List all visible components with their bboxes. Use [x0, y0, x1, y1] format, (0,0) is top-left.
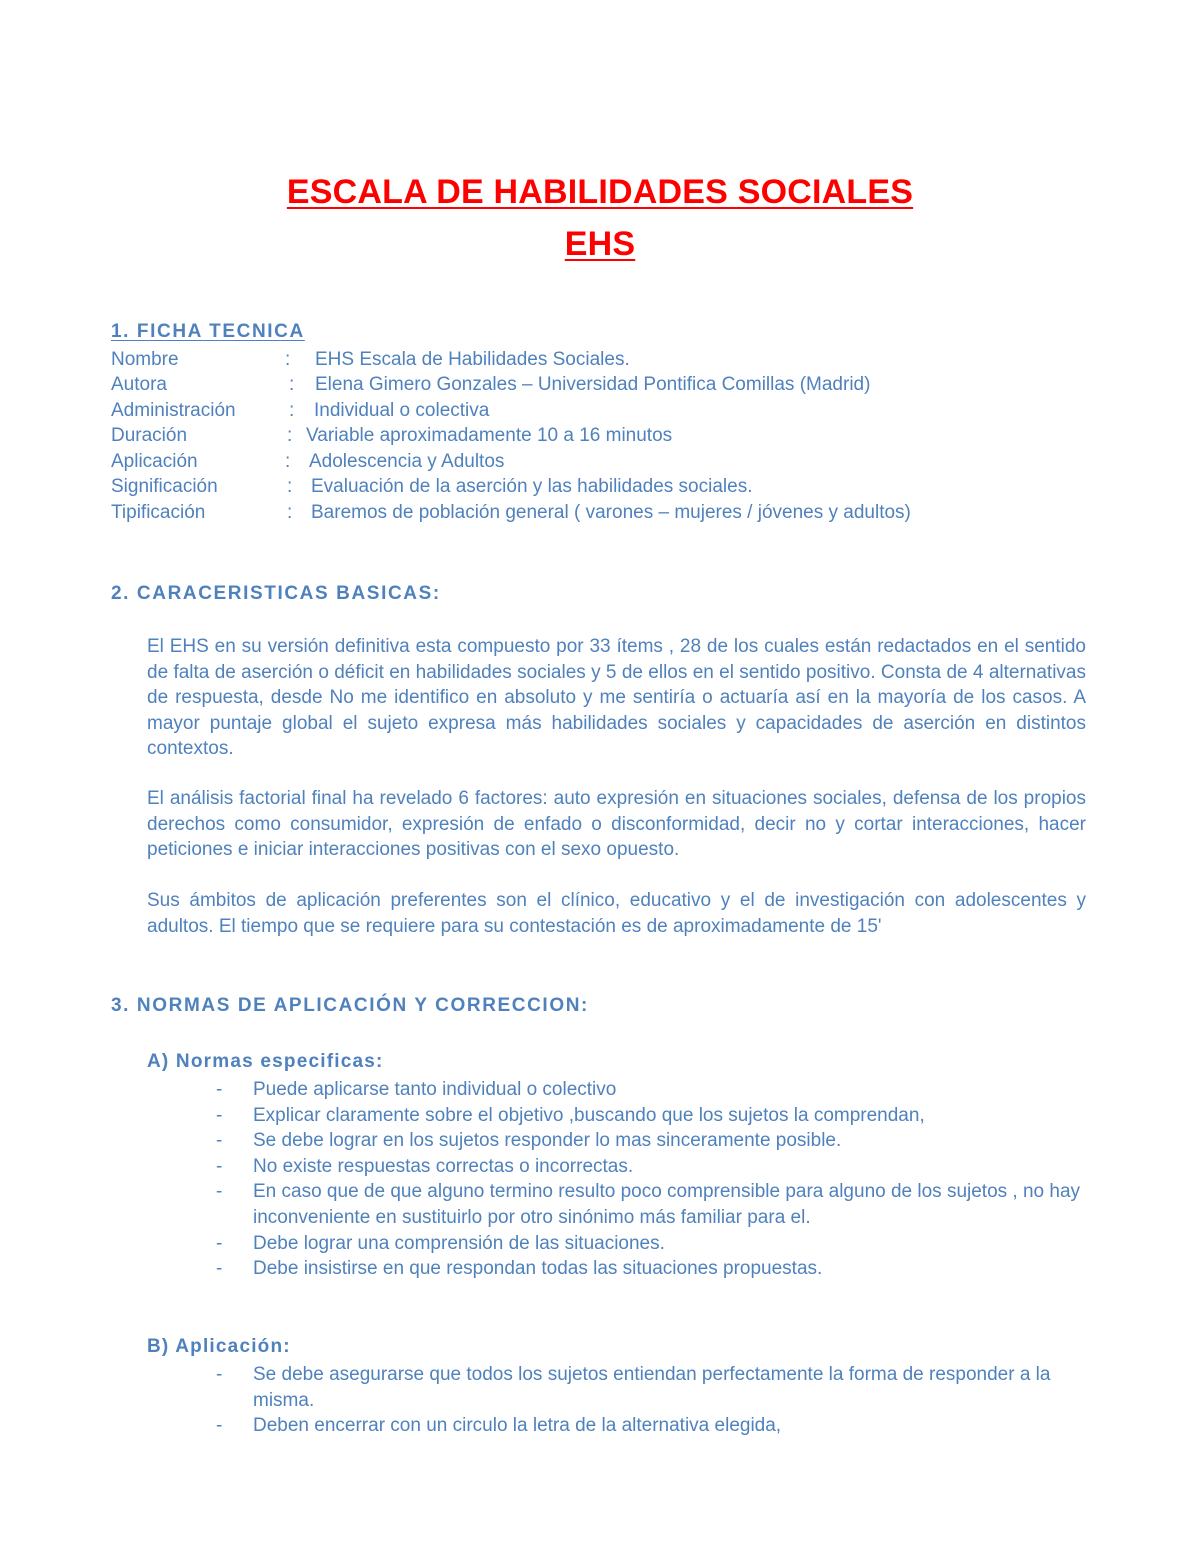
field-colon: :	[289, 400, 295, 421]
dash-bullet: -	[216, 1415, 223, 1437]
subsection-a-heading: A) Normas especificas:	[147, 1051, 384, 1072]
section-3-heading: 3. NORMAS DE APLICACIÓN Y CORRECCION:	[111, 995, 589, 1016]
field-colon: :	[287, 425, 293, 446]
paragraph-2: El análisis factorial final ha revelado 6 factores: auto expresión en situaciones sociales, defensa de los propios derechos como consumidor, expresión de enfado o disconformidad, decir no y cortar interacciones, hacer peticiones e iniciar interacciones positivas con el sexo opuesto.	[147, 788, 1086, 861]
field-colon: :	[285, 349, 291, 370]
list-item	[0, 1231, 1093, 1257]
field-value: Baremos de población general ( varones – mujeres / jóvenes y adultos)	[311, 502, 911, 523]
list-item-text: Deben encerrar con un circulo la letra de la alternativa elegida,	[253, 1415, 782, 1437]
field-value: Elena Gimero Gonzales – Universidad Pontifica Comillas (Madrid)	[315, 374, 871, 395]
field-label: Duración	[111, 425, 188, 446]
field-value: Adolescencia y Adultos	[309, 451, 505, 472]
field-label: Administración	[111, 400, 236, 421]
field-label: Nombre	[111, 349, 179, 370]
field-colon: :	[287, 502, 293, 523]
paragraph-1: El EHS en su versión definitiva esta compuesto por 33 ítems , 28 de los cuales están redactados en el sentido de falta de aserción o déficit en habilidades sociales y 5 de ellos en el sentido positivo. Consta de 4 alternativas de respuesta, desde No me identifico en absoluto y me sentiría o actuaría así en la mayoría de los casos. A mayor puntaje global el sujeto expresa más habilidades sociales y capacidades de aserción en distintos contextos.	[147, 636, 1086, 760]
section-1-heading: 1. FICHA TECNICA	[111, 321, 305, 342]
list-item	[0, 1128, 1093, 1154]
field-label: Autora	[111, 374, 167, 395]
list-item-text: En caso que de que alguno termino resulto poco comprensible para alguno de los sujetos , no hay inconveniente en sustituirlo por otro sinónimo más familiar para el.	[253, 1181, 1081, 1228]
norms-list	[0, 1077, 1093, 1282]
dash-bullet: -	[216, 1155, 223, 1177]
subsection-b-heading: B) Aplicación:	[147, 1336, 291, 1357]
section-2-heading: 2. CARACERISTICAS BASICAS:	[111, 583, 441, 604]
field-value: EHS Escala de Habilidades Sociales.	[315, 349, 630, 370]
dash-bullet: -	[216, 1364, 223, 1385]
list-item	[0, 1179, 1093, 1230]
field-colon: :	[289, 374, 295, 395]
list-item	[0, 1256, 1093, 1282]
document-subtitle: EHS	[564, 225, 636, 263]
list-item-text: Explicar claramente sobre el objetivo ,buscando que los sujetos la comprendan,	[253, 1104, 925, 1126]
list-item-text: Se debe lograr en los sujetos responder lo mas sinceramente posible.	[253, 1130, 842, 1152]
list-item-text: No existe respuestas correctas o incorrectas.	[253, 1155, 634, 1177]
list-item-text: Debe lograr una comprensión de las situaciones.	[253, 1232, 665, 1254]
field-colon: :	[287, 476, 293, 497]
field-label: Aplicación	[111, 451, 198, 472]
field-label: Tipificación	[111, 502, 206, 523]
field-value: Variable aproximadamente 10 a 16 minutos	[306, 425, 673, 446]
dash-bullet: -	[216, 1232, 223, 1254]
dash-bullet: -	[216, 1079, 223, 1100]
paragraph-3: Sus ámbitos de aplicación preferentes son el clínico, educativo y el de investigación con adolescentes y adultos. El tiempo que se requiere para su contestación es de aproximadamente de 15'	[147, 890, 1086, 937]
dash-bullet: -	[216, 1258, 223, 1280]
list-item	[0, 1362, 1093, 1413]
list-item	[0, 1413, 1093, 1439]
list-item	[0, 1103, 1093, 1129]
dash-bullet: -	[216, 1130, 223, 1152]
field-value: Individual o colectiva	[314, 400, 490, 421]
field-value: Evaluación de la aserción y las habilidades sociales.	[311, 476, 753, 497]
document-title: ESCALA DE HABILIDADES SOCIALES	[286, 173, 914, 211]
list-item-text: Puede aplicarse tanto individual o colectivo	[253, 1079, 617, 1100]
list-item	[0, 1154, 1093, 1180]
application-list	[0, 1362, 1093, 1439]
dash-bullet: -	[216, 1104, 223, 1126]
list-item-text: Se debe asegurarse que todos los sujetos entiendan perfectamente la forma de responder a la misma.	[253, 1364, 1051, 1411]
list-item	[0, 1077, 1093, 1103]
field-colon: :	[285, 451, 291, 472]
field-label: Significación	[111, 476, 218, 497]
list-item-text: Debe insistirse en que respondan todas las situaciones propuestas.	[253, 1258, 823, 1280]
dash-bullet: -	[216, 1181, 223, 1203]
